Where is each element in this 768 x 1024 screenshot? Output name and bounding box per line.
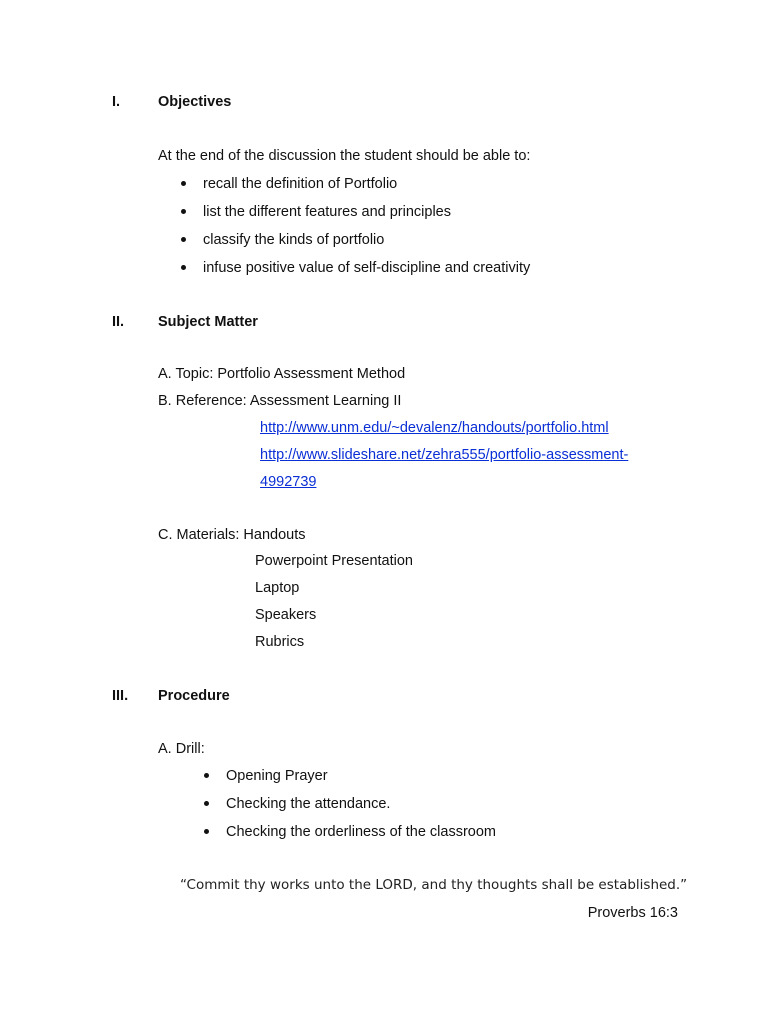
material-item: Powerpoint Presentation [255, 553, 413, 569]
reference-link-slideshare[interactable]: http://www.slideshare.net/zehra555/portfolio-assessment- [260, 447, 629, 463]
bullet-icon [181, 237, 186, 242]
objective-item: classify the kinds of portfolio [203, 232, 385, 248]
drill-item: Checking the orderliness of the classroom [226, 824, 496, 840]
bullet-icon [204, 773, 209, 778]
section-heading-objectives: Objectives [158, 94, 232, 110]
section-heading-procedure: Procedure [158, 688, 230, 704]
reference-line: B. Reference: Assessment Learning II [158, 393, 402, 409]
bullet-icon [204, 829, 209, 834]
quote-source: Proverbs 16:3 [587, 905, 678, 921]
topic-line: A. Topic: Portfolio Assessment Method [158, 366, 406, 382]
objectives-intro: At the end of the discussion the student should be able to: [158, 148, 531, 164]
objective-item: recall the definition of Portfolio [203, 176, 398, 192]
material-item: Rubrics [255, 634, 305, 650]
material-item: Speakers [255, 607, 317, 623]
reference-link-unm[interactable]: http://www.unm.edu/~devalenz/handouts/portfolio.html [260, 420, 609, 436]
bullet-icon [181, 209, 186, 214]
materials-line: C. Materials: Handouts [158, 527, 306, 543]
section-heading-subject-matter: Subject Matter [158, 314, 258, 330]
bullet-icon [204, 801, 209, 806]
drill-line: A. Drill: [158, 741, 205, 757]
section-numeral-objectives: I. [112, 94, 121, 110]
section-numeral-subject-matter: II. [112, 314, 125, 330]
drill-item: Opening Prayer [226, 768, 328, 784]
section-numeral-procedure: III. [112, 688, 129, 704]
material-item: Laptop [255, 580, 300, 596]
objective-item: infuse positive value of self-discipline and creativity [203, 260, 531, 276]
bullet-icon [181, 181, 186, 186]
objective-item: list the different features and principles [203, 204, 451, 220]
reference-link-slideshare-cont[interactable]: 4992739 [260, 474, 317, 490]
bible-quote: “Commit thy works unto the LORD, and thy thoughts shall be established.” [180, 877, 688, 893]
drill-item: Checking the attendance. [226, 796, 391, 812]
bullet-icon [181, 265, 186, 270]
